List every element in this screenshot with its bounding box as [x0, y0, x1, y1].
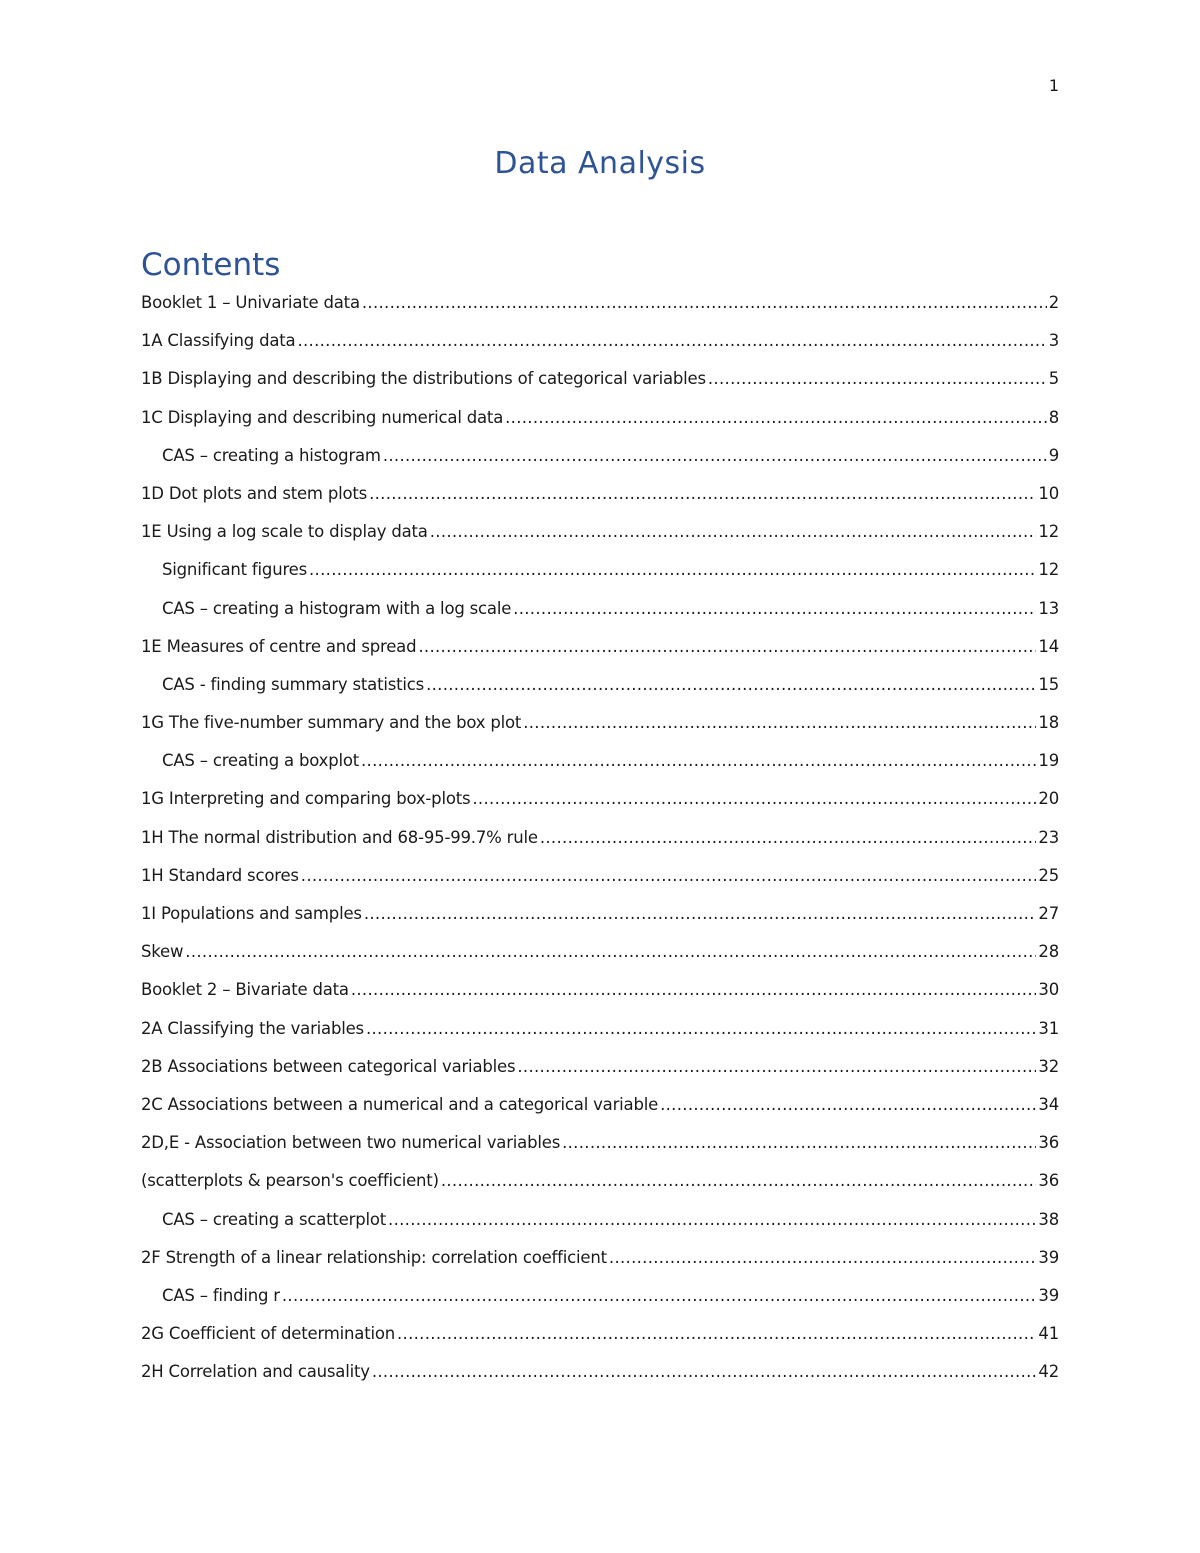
toc-entry-page-number: 12	[1038, 560, 1059, 580]
toc-entry-label: 1H The normal distribution and 68-95-99.7% rule	[141, 827, 538, 847]
toc-entry[interactable]	[141, 441, 1059, 479]
toc-dot-leader	[282, 1281, 1037, 1311]
toc-entry-label: 2D,E - Association between two numerical variables	[141, 1133, 561, 1153]
toc-entry-page-number: 30	[1038, 980, 1059, 1000]
toc-entry-page-number: 10	[1038, 483, 1059, 503]
toc-entry-page-number: 42	[1038, 1362, 1059, 1382]
toc-entry-label: CAS - finding summary statistics	[162, 674, 425, 694]
toc-entry-page-number: 39	[1038, 1285, 1059, 1305]
toc-entry-label: 1A Classifying data	[141, 331, 296, 351]
toc-entry[interactable]	[141, 594, 1059, 632]
toc-entry-label: 2H Correlation and causality	[141, 1362, 370, 1382]
toc-entry-label: CAS – finding r	[162, 1285, 280, 1305]
toc-entry[interactable]	[141, 1243, 1059, 1281]
toc-entry-label: Skew	[141, 942, 184, 962]
toc-entry-page-number: 20	[1038, 789, 1059, 809]
toc-dot-leader	[418, 632, 1036, 662]
toc-entry-page-number: 27	[1038, 904, 1059, 923]
toc-entry-label: CAS – creating a histogram with a log scale	[162, 598, 512, 618]
toc-entry-label: (scatterplots & pearson's coefficient)	[141, 1171, 439, 1191]
toc-dot-leader	[297, 326, 1046, 356]
toc-entry-label: 2A Classifying the variables	[141, 1018, 364, 1038]
toc-entry-page-number: 31	[1038, 1018, 1059, 1038]
toc-entry[interactable]	[141, 1014, 1059, 1052]
toc-dot-leader	[361, 746, 1036, 776]
toc-dot-leader	[430, 517, 1037, 547]
toc-entry-page-number: 25	[1038, 865, 1059, 885]
toc-entry[interactable]	[141, 479, 1059, 517]
toc-dot-leader	[388, 1205, 1036, 1235]
toc-entry-page-number: 23	[1038, 827, 1059, 847]
toc-dot-leader	[309, 555, 1036, 585]
toc-entry-label: 1E Using a log scale to display data	[141, 522, 428, 542]
toc-entry-label: Booklet 2 – Bivariate data	[141, 980, 349, 1000]
toc-entry[interactable]	[141, 1166, 1059, 1204]
toc-entry-page-number: 36	[1038, 1171, 1059, 1191]
toc-entry[interactable]	[141, 364, 1059, 402]
toc-entry-page-number: 13	[1038, 598, 1059, 618]
toc-entry[interactable]	[141, 403, 1059, 441]
toc-entry-page-number: 5	[1048, 369, 1059, 389]
toc-dot-leader	[185, 937, 1036, 967]
toc-entry-page-number: 18	[1038, 713, 1059, 733]
toc-entry-page-number: 32	[1038, 1056, 1059, 1076]
toc-entry-label: 2G Coefficient of determination	[141, 1324, 395, 1344]
toc-dot-leader	[472, 784, 1036, 814]
page-number: 1	[1048, 76, 1059, 95]
toc-dot-leader	[383, 441, 1047, 471]
toc-entry-page-number: 3	[1048, 331, 1059, 351]
table-of-contents	[141, 288, 1059, 1395]
toc-entry-label: 1G Interpreting and comparing box-plots	[141, 789, 471, 809]
toc-dot-leader	[397, 1319, 1036, 1349]
toc-dot-leader	[369, 479, 1036, 509]
toc-entry-page-number: 19	[1038, 751, 1059, 771]
toc-entry[interactable]	[141, 1128, 1059, 1166]
toc-entry-page-number: 14	[1038, 636, 1059, 656]
toc-entry-page-number: 39	[1038, 1247, 1059, 1267]
toc-dot-leader	[562, 1128, 1036, 1158]
toc-entry-label: 1G The five-number summary and the box plot	[141, 713, 522, 733]
toc-dot-leader	[441, 1166, 1037, 1196]
toc-entry[interactable]	[141, 823, 1059, 861]
toc-entry-label: 1I Populations and samples	[141, 904, 362, 923]
toc-dot-leader	[366, 1014, 1036, 1044]
toc-entry-label: 2C Associations between a numerical and a categorical variable	[141, 1094, 659, 1114]
toc-entry-label: 1H Standard scores	[141, 865, 299, 885]
toc-entry-label: 1D Dot plots and stem plots	[141, 483, 368, 503]
toc-entry-label: Significant figures	[162, 560, 308, 580]
toc-entry-page-number: 38	[1038, 1209, 1059, 1229]
toc-dot-leader	[540, 823, 1037, 853]
toc-entry-label: 1C Displaying and describing numerical data	[141, 407, 504, 427]
toc-entry[interactable]	[141, 288, 1059, 326]
toc-dot-leader	[660, 1090, 1036, 1120]
toc-entry-page-number: 34	[1038, 1094, 1059, 1114]
toc-dot-leader	[517, 1052, 1036, 1082]
toc-entry[interactable]	[141, 784, 1059, 822]
toc-entry[interactable]	[141, 555, 1059, 593]
toc-entry[interactable]	[141, 1357, 1059, 1395]
toc-dot-leader	[351, 975, 1037, 1005]
document-title: Data Analysis	[494, 146, 706, 181]
toc-entry[interactable]	[141, 861, 1059, 899]
toc-entry[interactable]	[141, 1281, 1059, 1319]
toc-entry-label: CAS – creating a boxplot	[162, 751, 360, 771]
toc-dot-leader	[301, 861, 1037, 891]
toc-entry-page-number: 15	[1038, 674, 1059, 694]
toc-entry-page-number: 8	[1048, 407, 1059, 427]
toc-entry-label: 1E Measures of centre and spread	[141, 636, 417, 656]
toc-dot-leader	[362, 288, 1047, 318]
toc-entry[interactable]	[141, 1205, 1059, 1243]
toc-entry[interactable]	[141, 670, 1059, 708]
toc-entry-page-number: 12	[1038, 522, 1059, 542]
toc-dot-leader	[513, 594, 1036, 624]
toc-dot-leader	[505, 403, 1047, 433]
toc-entry[interactable]	[141, 632, 1059, 670]
toc-entry-page-number: 9	[1048, 445, 1059, 465]
toc-entry[interactable]	[141, 1319, 1059, 1357]
toc-entry[interactable]	[141, 899, 1059, 937]
toc-entry-label: Booklet 1 – Univariate data	[141, 293, 360, 312]
toc-entry[interactable]	[141, 1052, 1059, 1090]
toc-entry-label: 2B Associations between categorical variables	[141, 1056, 516, 1076]
toc-entry-label: 2F Strength of a linear relationship: correlation coefficient	[141, 1247, 607, 1267]
toc-entry-page-number: 36	[1038, 1133, 1059, 1153]
toc-dot-leader	[364, 899, 1037, 929]
toc-entry-page-number: 2	[1048, 293, 1059, 312]
toc-entry-label: CAS – creating a histogram	[162, 445, 381, 465]
toc-entry[interactable]	[141, 975, 1059, 1013]
contents-heading: Contents	[141, 247, 281, 283]
toc-dot-leader	[426, 670, 1036, 700]
toc-entry-page-number: 28	[1038, 942, 1059, 962]
toc-entry[interactable]	[141, 326, 1059, 364]
toc-entry[interactable]	[141, 1090, 1059, 1128]
toc-entry-page-number: 41	[1038, 1324, 1059, 1344]
toc-dot-leader	[372, 1357, 1037, 1387]
toc-entry-label: CAS – creating a scatterplot	[162, 1209, 387, 1229]
toc-entry-label: 1B Displaying and describing the distributions of categorical variables	[141, 369, 706, 389]
toc-dot-leader	[708, 364, 1047, 394]
toc-dot-leader	[523, 708, 1036, 738]
toc-entry[interactable]	[141, 937, 1059, 975]
toc-entry[interactable]	[141, 708, 1059, 746]
toc-dot-leader	[609, 1243, 1036, 1273]
toc-entry[interactable]	[141, 517, 1059, 555]
toc-entry[interactable]	[141, 746, 1059, 784]
